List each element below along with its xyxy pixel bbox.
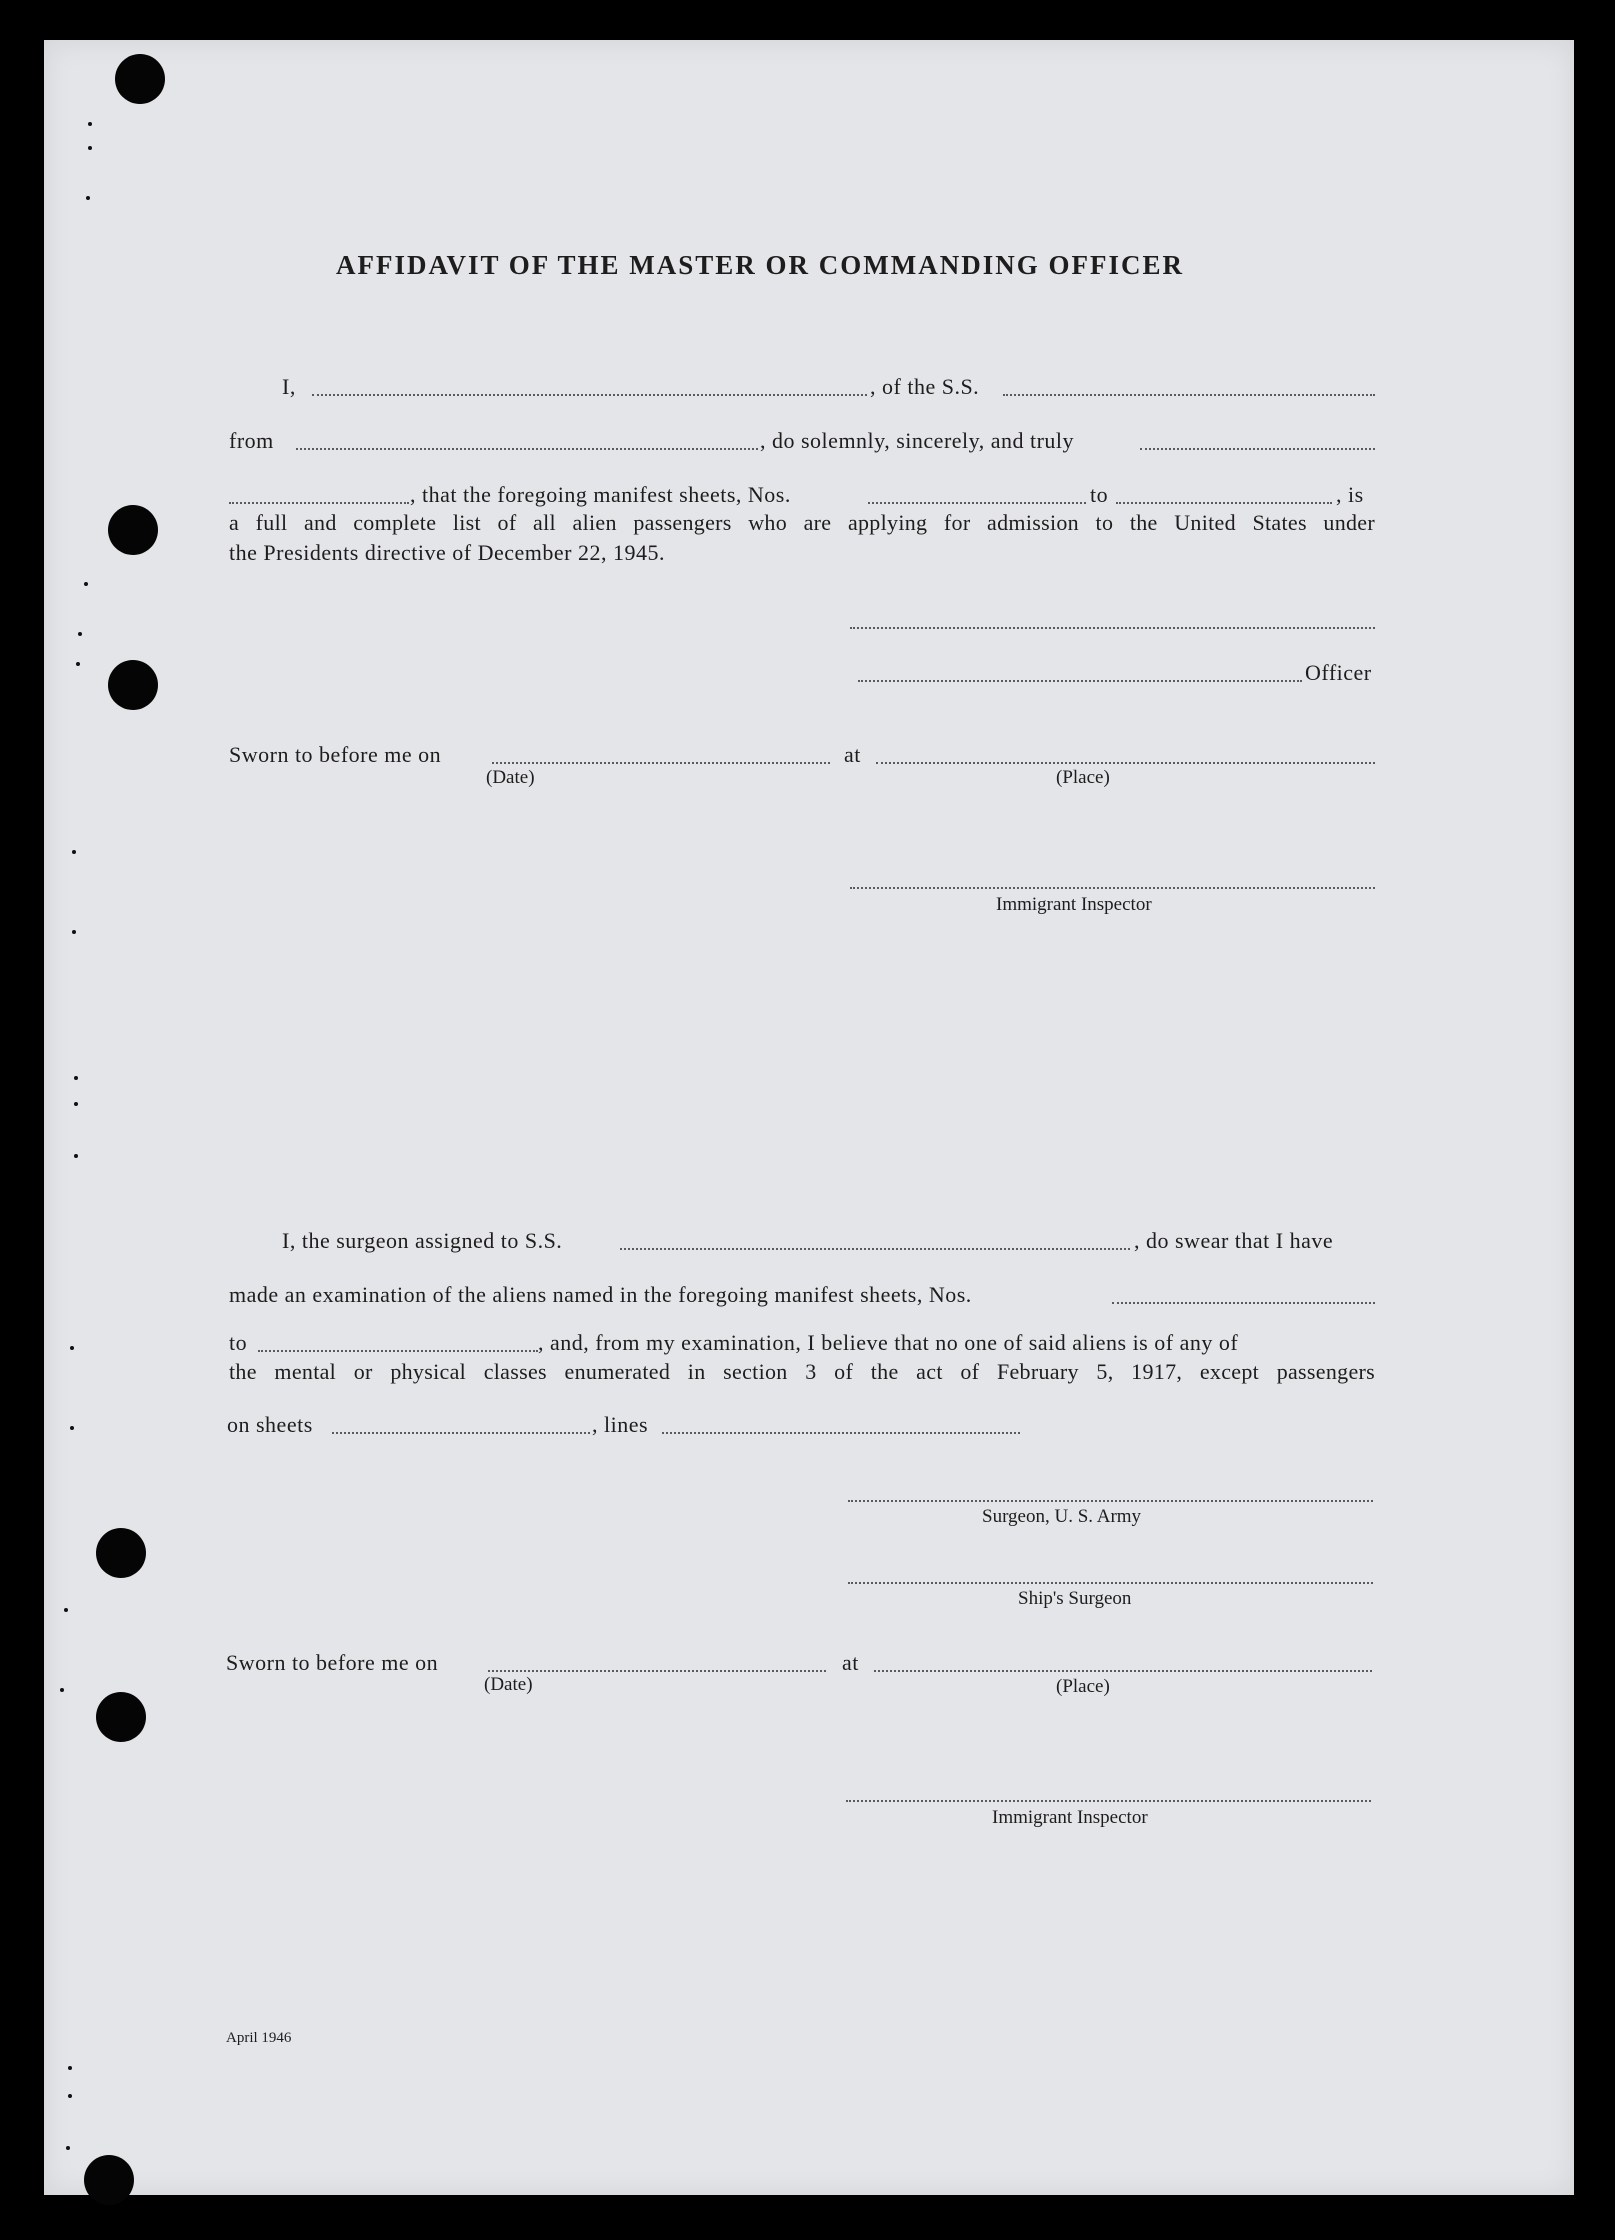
punch-hole [96,1692,146,1742]
surgeon-line3-to: to [229,1330,248,1355]
margin-speck [72,930,76,934]
punch-hole [108,505,158,555]
master-from-field[interactable] [296,448,758,450]
margin-speck [88,122,92,126]
surgeon-ship-field[interactable] [620,1248,1130,1250]
margin-speck [70,1426,74,1430]
punch-hole [115,54,165,104]
army-surgeon-caption: Surgeon, U. S. Army [982,1506,1142,1527]
master-sworn-date-field[interactable] [492,762,830,764]
surgeon-line1-prefix: I, the surgeon assigned to S.S. [282,1228,563,1253]
master-at-label: at [844,742,861,767]
surgeon-at-label: at [842,1650,859,1675]
surgeon-sheets-from-field[interactable] [1112,1302,1375,1304]
margin-speck [88,146,92,150]
punch-hole [84,2155,134,2205]
surgeon-inspector-caption: Immigrant Inspector [992,1807,1148,1828]
margin-speck [68,2066,72,2070]
master-sheets-to-field[interactable] [1116,502,1332,504]
army-surgeon-signature-field[interactable] [848,1500,1373,1502]
master-sworn-place-field[interactable] [876,762,1375,764]
ships-surgeon-signature-field[interactable] [848,1582,1373,1584]
surgeon-line2-text: made an examination of the aliens named in the foregoing manifest sheets, Nos. [229,1282,972,1307]
master-sworn-label: Sworn to before me on [229,742,442,767]
master-line3-text: , that the foregoing manifest sheets, Nos. [410,482,791,507]
margin-speck [70,1346,74,1350]
margin-speck [74,1102,78,1106]
surgeon-sworn-label: Sworn to before me on [226,1650,439,1675]
officer-title-field[interactable] [858,680,1302,682]
margin-speck [84,582,88,586]
master-name-field[interactable] [312,394,867,396]
master-declaration-field-cont[interactable] [229,502,409,504]
master-sheets-from-field[interactable] [868,502,1086,504]
master-statement-line5: the Presidents directive of December 22, 1945. [229,540,665,565]
master-ship-field[interactable] [1003,394,1375,396]
master-line2-prefix: from [229,428,274,453]
margin-speck [86,196,90,200]
margin-speck [76,662,80,666]
master-line3-to: to [1090,482,1109,507]
surgeon-place-caption: (Place) [1056,1676,1110,1697]
surgeon-exception-lines-field[interactable] [662,1432,1020,1434]
master-declaration-field[interactable] [1140,448,1375,450]
ships-surgeon-caption: Ship's Surgeon [1018,1588,1132,1609]
margin-speck [72,850,76,854]
form-revision-date: April 1946 [226,2030,292,2046]
master-date-caption: (Date) [486,767,535,788]
surgeon-date-caption: (Date) [484,1674,533,1695]
document-title: AFFIDAVIT OF THE MASTER OR COMMANDING OFFICER [335,250,1185,280]
surgeon-inspector-signature-field[interactable] [846,1800,1371,1802]
margin-speck [68,2094,72,2098]
margin-speck [78,632,82,636]
surgeon-sworn-place-field[interactable] [874,1670,1372,1672]
document-page [44,40,1574,2195]
master-line3-suffix: , is [1336,482,1364,507]
master-line1-suffix: , of the S.S. [870,374,980,399]
master-line2-suffix: , do solemnly, sincerely, and truly [760,428,1075,453]
surgeon-sworn-date-field[interactable] [488,1670,826,1672]
margin-speck [74,1076,78,1080]
punch-hole [96,1528,146,1578]
surgeon-line5-prefix: on sheets [227,1412,313,1437]
surgeon-exception-sheets-field[interactable] [332,1432,590,1434]
surgeon-line1-suffix: , do swear that I have [1134,1228,1334,1253]
master-inspector-caption: Immigrant Inspector [996,894,1152,915]
master-inspector-signature-field[interactable] [850,887,1375,889]
surgeon-line5-lines: , lines [592,1412,649,1437]
margin-speck [64,1608,68,1612]
surgeon-sheets-to-field[interactable] [258,1350,538,1352]
punch-hole [108,660,158,710]
surgeon-line4-text: the mental or physical classes enumerated in section 3 of the act of February 5, 1917, except passengers [229,1359,1375,1384]
master-signature-field[interactable] [850,627,1375,629]
surgeon-line3-text: , and, from my examination, I believe that no one of said aliens is of any of [538,1330,1239,1355]
margin-speck [66,2146,70,2150]
margin-speck [60,1688,64,1692]
master-statement-line4: a full and complete list of all alien passengers who are applying for admission to the United States under [229,510,1375,535]
master-line1-prefix: I, [282,374,296,399]
officer-label: Officer [1305,660,1372,685]
margin-speck [74,1154,78,1158]
master-place-caption: (Place) [1056,767,1110,788]
